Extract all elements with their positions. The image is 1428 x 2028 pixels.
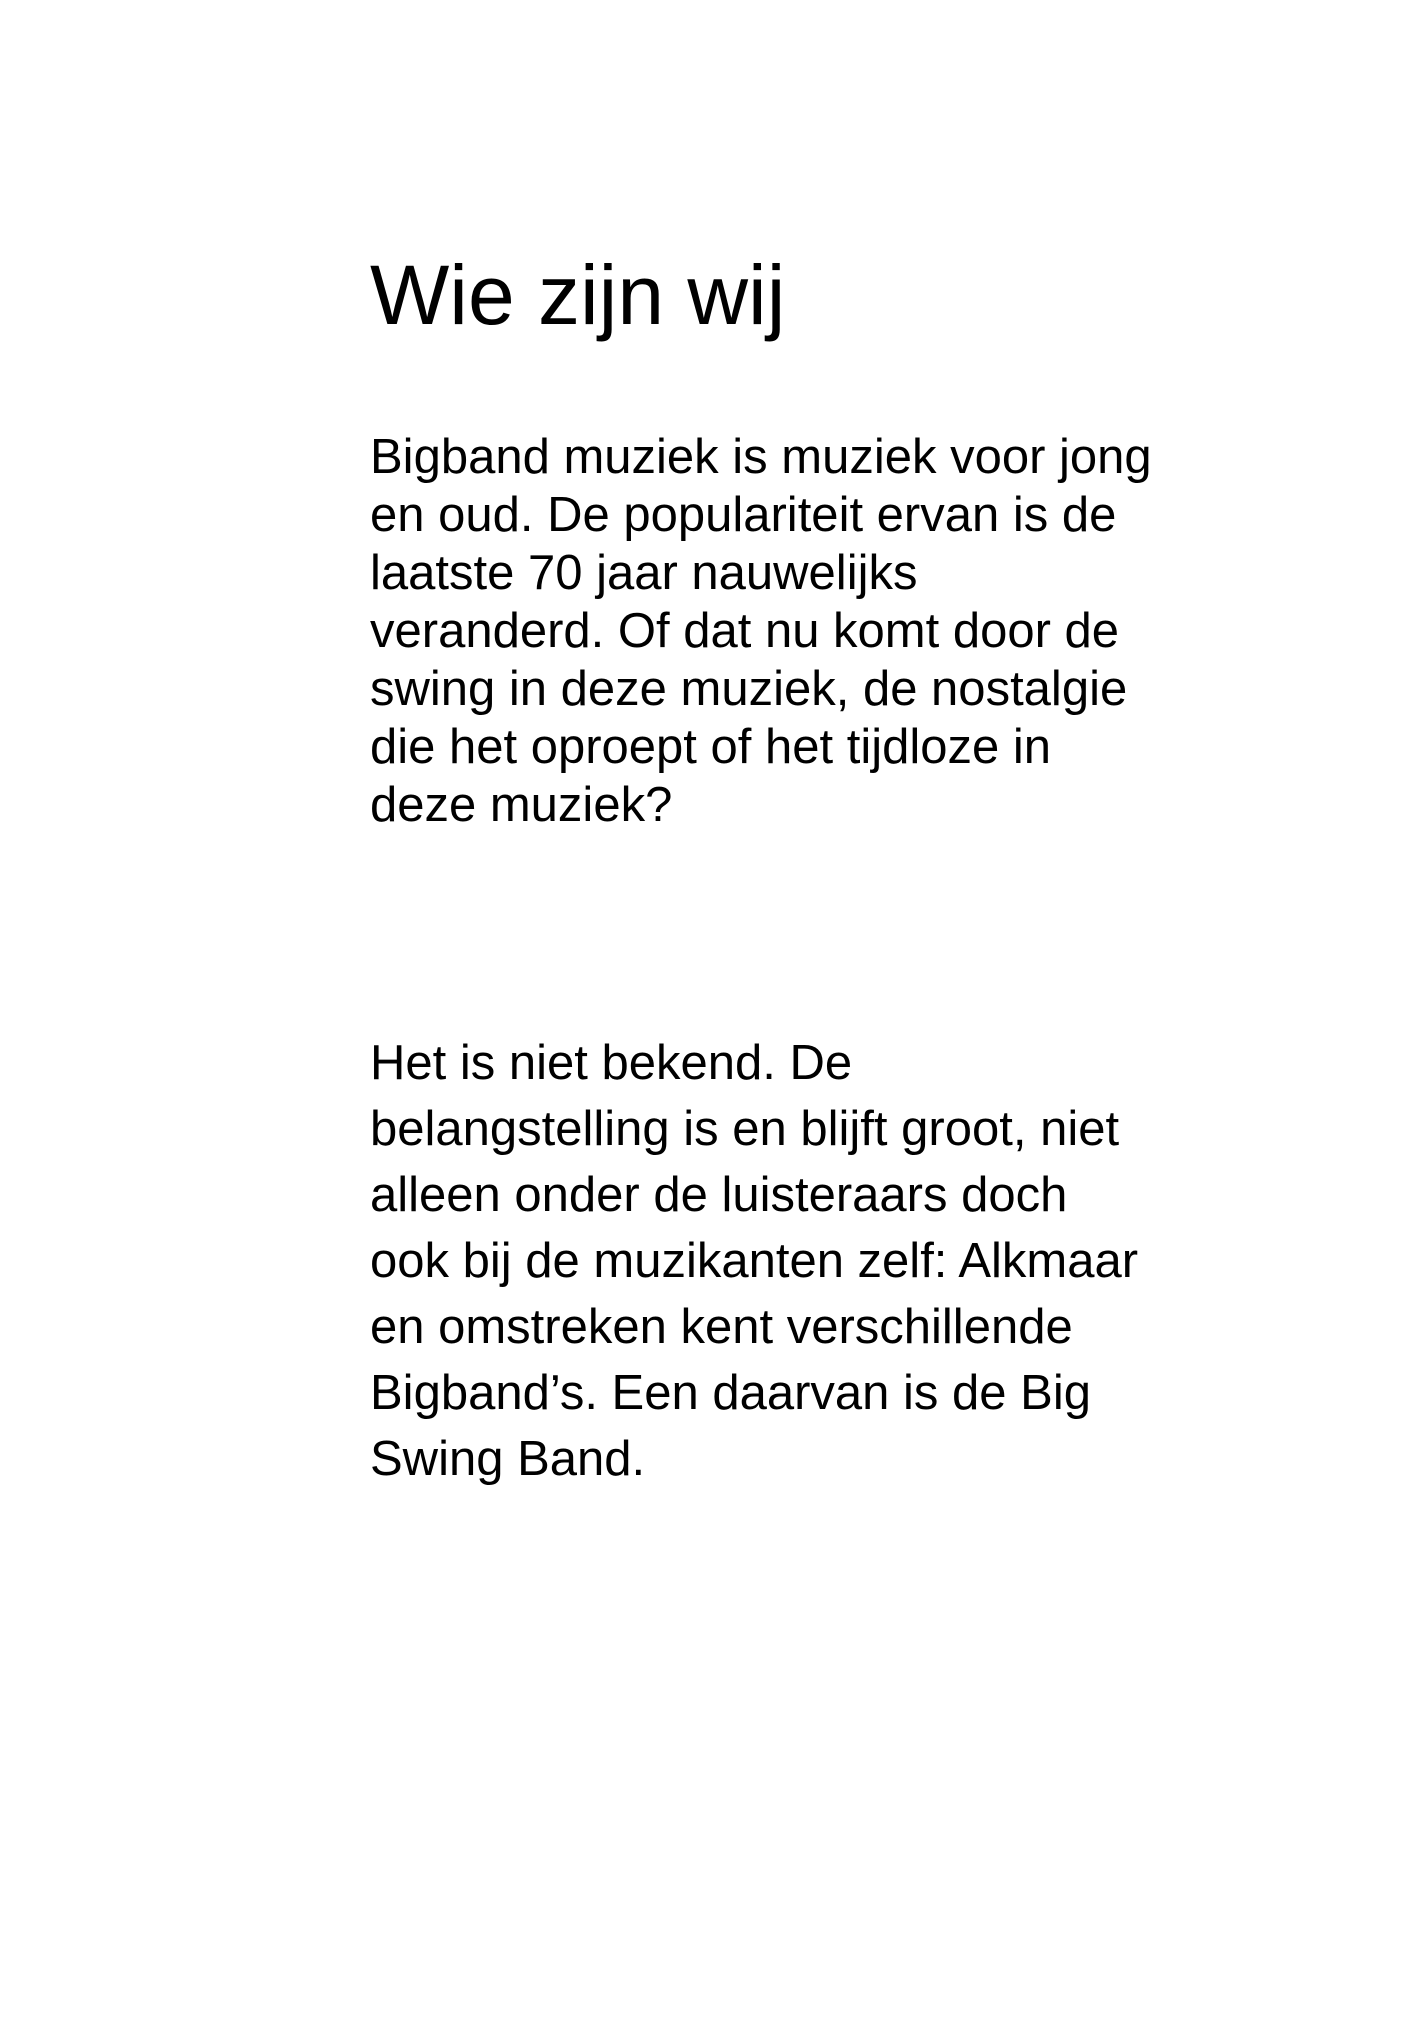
paragraph-line: die het oproept of het tijdloze in	[370, 720, 1052, 774]
paragraph-line: belangstelling is en blijft groot, niet	[370, 1102, 1120, 1156]
paragraph-line: deze muziek?	[370, 778, 673, 832]
paragraph-line: Bigband muziek is muziek voor jong	[370, 430, 1152, 484]
paragraph-line: laatste 70 jaar nauwelijks	[370, 546, 918, 600]
paragraph-line: alleen onder de luisteraars doch	[370, 1168, 1068, 1222]
paragraph-line: en omstreken kent verschillende	[370, 1300, 1073, 1354]
paragraph-line: ook bij de muzikanten zelf: Alkmaar	[370, 1234, 1139, 1288]
paragraph-line: Het is niet bekend. De	[370, 1036, 853, 1090]
paragraph-line: swing in deze muziek, de nostalgie	[370, 662, 1128, 716]
page-title: Wie zijn wij	[370, 248, 786, 342]
paragraph-line: en oud. De populariteit ervan is de	[370, 488, 1117, 542]
paragraph-line: Swing Band.	[370, 1432, 646, 1486]
paragraph-line: Bigband’s. Een daarvan is de Big	[370, 1366, 1091, 1420]
paragraph-line: veranderd. Of dat nu komt door de	[370, 604, 1120, 658]
